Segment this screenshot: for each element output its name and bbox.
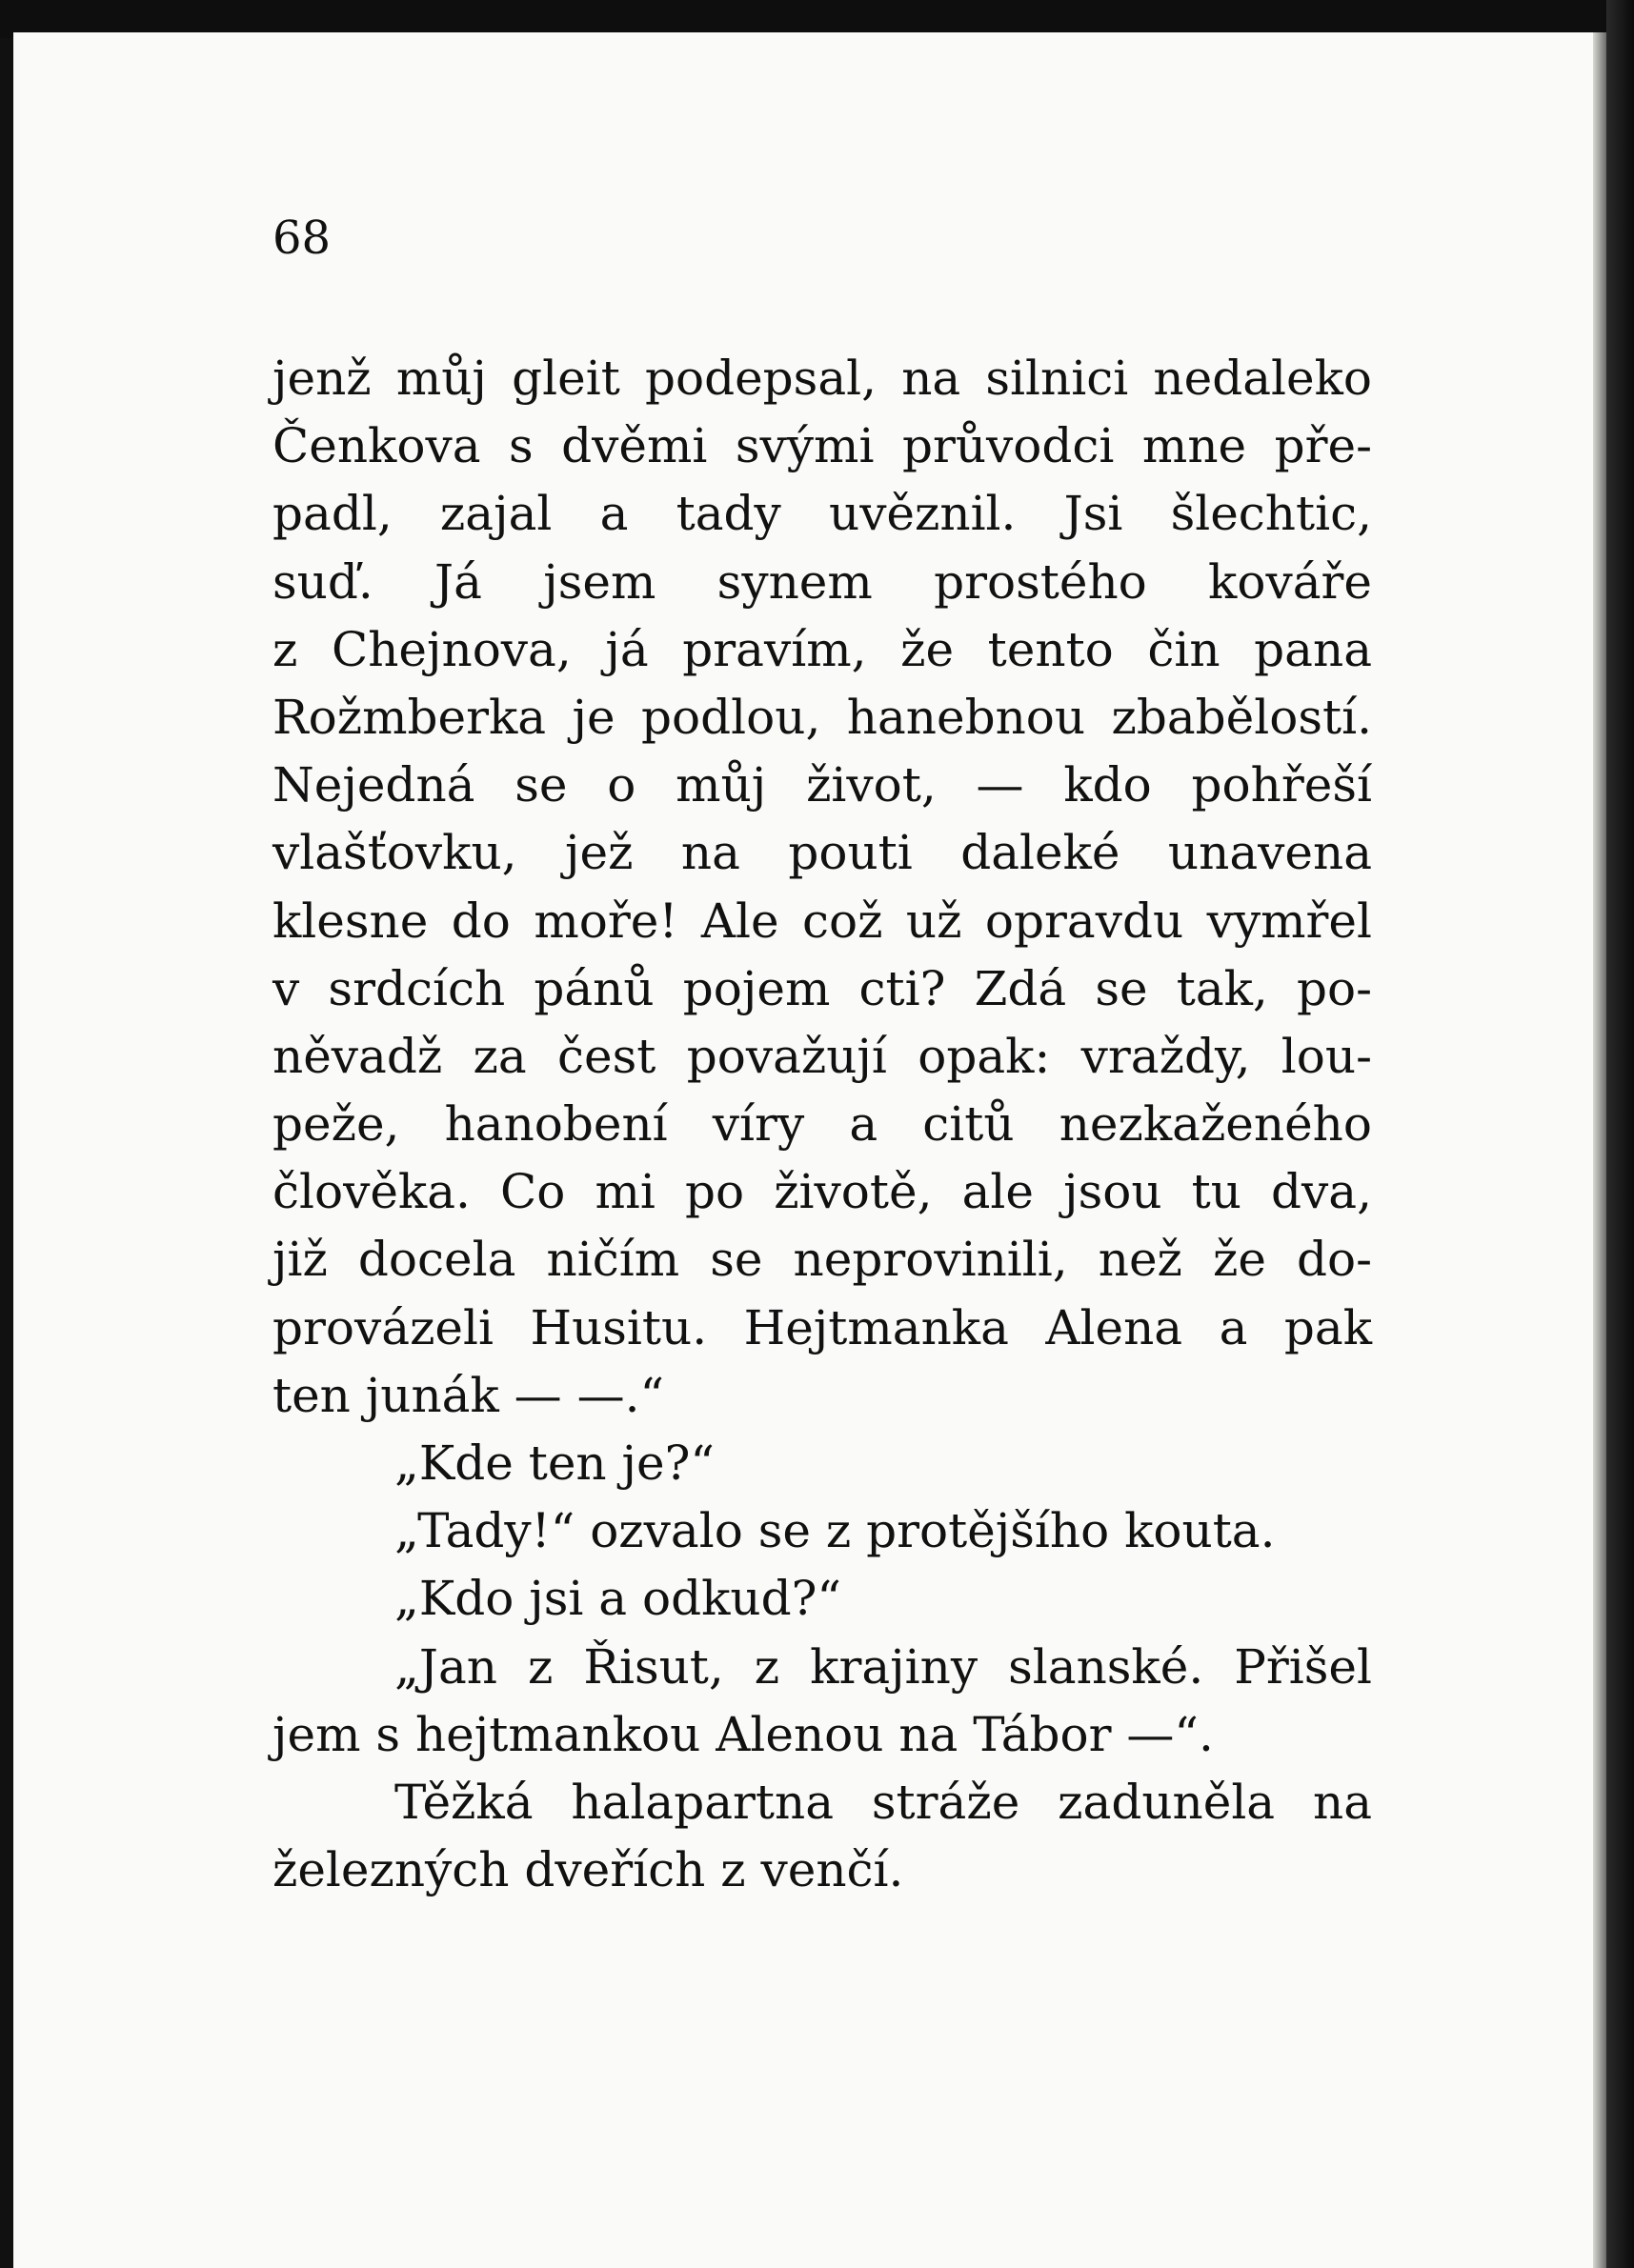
paragraph (272, 1634, 1372, 1769)
text-line: Těžká halapartna stráže zaduněla na (394, 1774, 1372, 1830)
text-line: Nejedná se o můj život, — kdo pohřeší (272, 757, 1372, 813)
text-line: peže, hanobení víry a citů nezkaženého (272, 1096, 1372, 1153)
text-line: padl, zajal a tady uvěznil. Jsi šlechtic, (272, 486, 1372, 542)
text-line: ten junák — —.“ (272, 1367, 665, 1423)
text-line: klesne do moře! Ale což už opravdu vymřel (272, 893, 1372, 949)
text-line: jenž můj gleit podepsal, na silnici nedaleko (272, 351, 1372, 406)
text-line: Čenkova s dvěmi svými průvodci mne pře- (272, 418, 1372, 474)
text-line: provázeli Husitu. Hejtmanka Alena a pak (272, 1299, 1372, 1355)
paragraph (272, 1430, 1372, 1497)
text-line: vlašťovku, jež na pouti daleké unavena (272, 825, 1372, 881)
text-line: Rožmberka je podlou, hanebnou zbabělostí. (272, 689, 1372, 745)
text-line: suď. Já jsem synem prostého kováře (272, 553, 1372, 610)
text-line: člověka. Co mi po životě, ale jsou tu dva, (272, 1164, 1372, 1220)
page-edge-shadow (1593, 32, 1606, 2268)
body-text (272, 345, 1372, 1904)
text-line: jem s hejtmankou Alenou na Tábor —“. (272, 1706, 1214, 1762)
paragraph (272, 345, 1372, 1430)
text-line: „Jan z Řisut, z krajiny slanské. Přišel (394, 1638, 1372, 1695)
text-line: již docela ničím se neprovinili, než že do- (272, 1232, 1372, 1288)
page-number: 68 (272, 211, 332, 265)
text-line: něvadž za čest považují opak: vraždy, lou- (272, 1028, 1372, 1084)
text-line: „Kdo jsi a odkud?“ (394, 1571, 841, 1627)
paragraph (272, 1565, 1372, 1633)
text-line: z Chejnova, já pravím, že tento čin pana (272, 621, 1372, 677)
paragraph (272, 1769, 1372, 1904)
text-line: železných dveřích z venčí. (272, 1842, 904, 1898)
text-line: „Kde ten je?“ (394, 1435, 715, 1491)
paragraph (272, 1497, 1372, 1565)
text-line: v srdcích pánů pojem cti? Zdá se tak, po- (272, 960, 1372, 1016)
text-line: „Tady!“ ozvalo se z protějšího kouta. (394, 1503, 1276, 1559)
scan-border-right (1606, 0, 1634, 2268)
